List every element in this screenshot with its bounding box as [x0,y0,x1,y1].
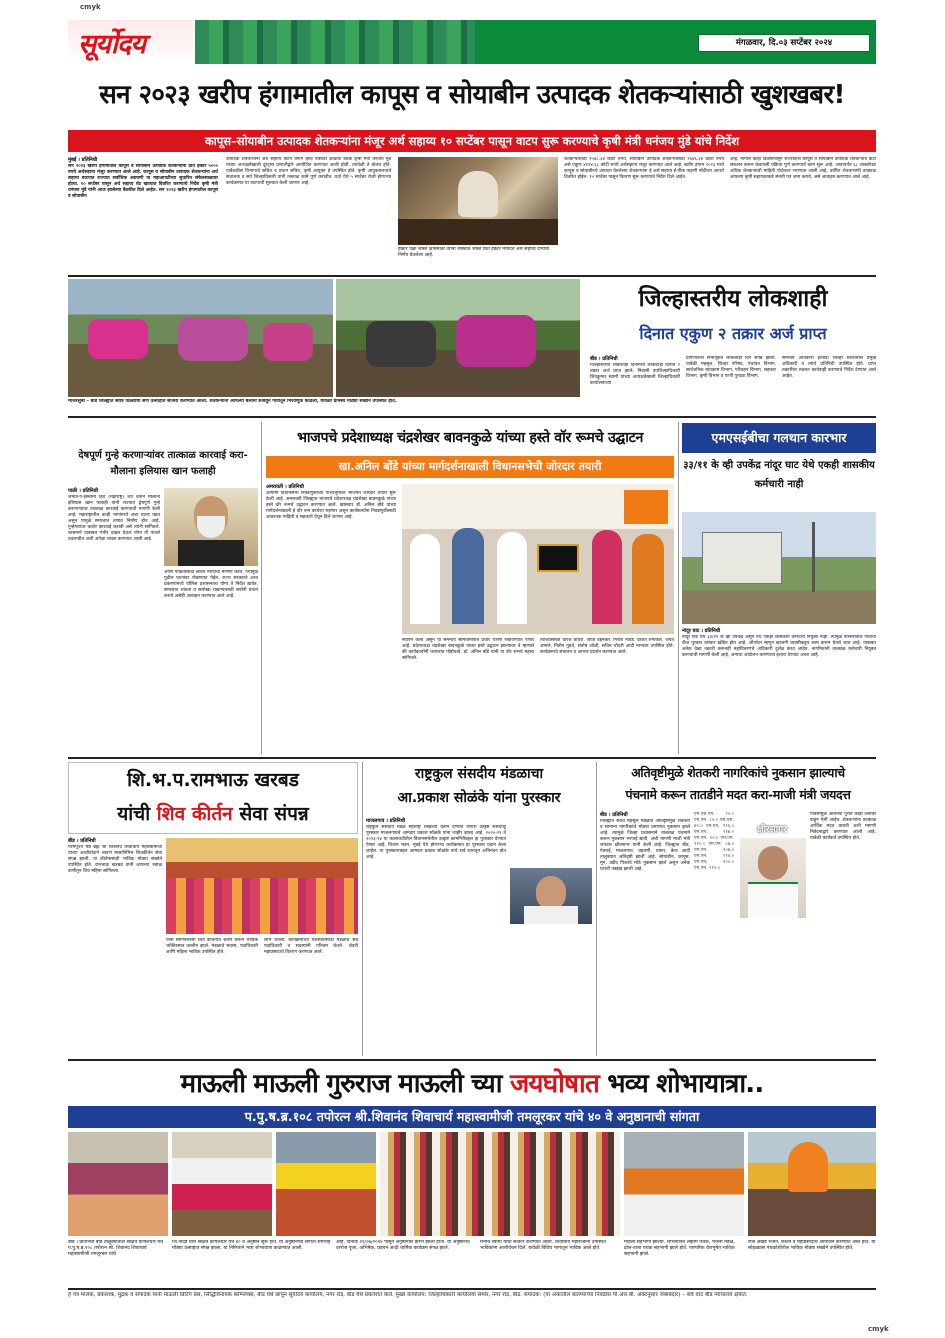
jaydatt-body: जिल्ह्यात सर्वच महसूल मंडळात अतिवृष्टीमुळे शेतकरी व सामान्य नागरिकांचे मोठ्या प्रमाणात नुकसान झाले आहे. त्यामुळे जिल्हा प्रशासनाने तात्काळ पंचनामे करून नुकसान भरपाई द्यावी, अशी मागणी माजी मंत्री जयदत्त क्षीरसागर यांनी केली आहे. जिल्ह्यात बीड, गेवराई, माजलगाव, वडवणी, धारूर, केज आदी तालुक्यात अतिवृष्टी झाली आहे. सोयाबीन, कापूस, मूग, उडीद पिकांचे मोठे नुकसान झाले असून अनेक घरांची पडझड झाली आहे. [600,819,690,872]
award-heading [366,762,592,812]
masthead [68,20,876,64]
award-byline: माजलगाव । प्रतिनिधी [366,818,406,824]
yatra-cap-2: जि.नांदेड यांचे श्रीक्षेत्र कपिलधार येथे ४० वे अनुष्ठान सुरू होते. या अनुष्ठानाचा सांगता समारोह मोठ्या उत्साहात संपन्न झाला. या निमित्ताने भव्य शोभायात्रा काढण्यात आली. [172,1240,331,1251]
award-heading-line1: राष्ट्रकुल संसदीय मंडळाचा [414,766,544,782]
deshpurna-body2: आणि पीडितांसाठी त्वरित न्यायाची मागणी करते, ज्यामुळे पुढील घटनांवर रोखण्यात येईल. राज्य सरकारने अशा प्रकरणांमध्ये पोलिस प्रशासनाला योग्य ते निर्देश द्यावेत. समाजात शांतता व सलोखा राखण्यासाठी सर्वांनी प्रयत्न करावे असेही आवाहन करण्यात आले आहे. [164,570,258,599]
cmyk-mark-top: cmyk [80,3,101,11]
masthead-logo-box [68,20,193,64]
bjp-person-4 [592,530,622,624]
award-body: राष्ट्रकुल संसदीय मंडळ महाराष्ट्र शाखेच्या वतीने देण्यात येणारा उत्कृष्ट संसदपटू पुरस्कार माजलगावचे आमदार प्रकाश सोळंके यांना जाहीर झाला आहे. २०२०-२१ ते २०२३-२४ या कालावधीतील विधानसभेतील उत्कृष्ट कामगिरीबद्दल हा पुरस्कार देण्यात येणार आहे. विधान भवन, मुंबई येथे होणाऱ्या कार्यक्रमात हा पुरस्कार प्रदान केला जाईल. या पुरस्काराबद्दल आमदार प्रकाश सोळंके यांचे सर्व स्तरातून अभिनंदन होत आहे. [366,825,506,860]
kirtan-heading-red: शिव कीर्तन [156,803,233,825]
vrule-3 [362,762,363,1056]
bjp-person-1 [410,534,440,624]
bjp-banner [624,490,668,524]
yatra-band: प.पु.ष.ब्र.१०८ तपोरत्न श्री.शिवानंद शिवाचार्य महास्वामीजी तमलूरकर यांचे ४० वे अनुष्ठानाची सांगता [68,1106,876,1128]
lead-byline: मुंबई । प्रतिनिधी [68,157,98,163]
lead-col2: उत्पादक शेतकऱ्यांना अर्थ सहाय्य वाटप वेगाने व्हावे यासाठी आढावा बैठक कृषी मंत्री धनंजय मुंडे यांच्या अध्यक्षतेखाली दूरदृष्य प्रणालीद्वारे आयोजित करण्यात आली होती. त्यावेळी ते बोलत होते. याबैठकीस विभागाचे सचिव व प्रधान सचिव, कृषी आयुक्त हे उपस्थित होते. कृषी आयुक्तालयाचे संचालक व सर्व जिल्हाधिकारी यांनी तत्काळ कामे पूर्ण करावीत. वर्धा येथे ५ सप्टेंबर रोजी होणाऱ्या कार्यक्रमात या वाटपाची सुरुवात केली जाणार आहे. [226,157,391,186]
jaydatt-face [758,846,788,880]
lokshahi-col1: जिल्हास्तरीय लोकशाही दिनामध्ये लोकशाही दिनात २ तक्रार अर्ज प्राप्त झाले. निवासी उपजिल्हाधिकारी शिवकुमार स्वामी यांच्या अध्यक्षतेखाली जिल्हाधिकारी कार्यालयाच्या [590,363,680,386]
deshpurna-body: जमात-ए-इस्लामी हिंद (महाराष्ट्र) च्या वतीने मौलाना इलियास खान फलाही यांनी राज्यात द्वेषपूर्ण गुन्हे करणाऱ्यांवर तात्काळ कारवाई करण्याची मागणी केली आहे. महाराष्ट्रातील काही भागांमध्ये अशा घटना घडत असून यामुळे समाजात तणाव निर्माण होत आहे. गुन्हेगारांवर कठोर कारवाई करावी असे त्यांनी सांगितले. शासनाने याबाबत गंभीर दखल घेऊन योग्य ती पावले उचलावीत अशी अपेक्षा व्यक्त करण्यात आली आहे. [68,495,160,542]
yatra-photo-5 [624,1132,744,1236]
lokshahi-byline: बीड । प्रतिनिधी [590,356,618,362]
lead-photo-person [458,171,498,217]
kirtan-photo [166,838,358,934]
bjp-deck: खा.अनिल बोंडे यांच्या मार्गदर्शनाखाली विधानसभेची जोरदार तयारी [266,456,674,478]
mseb-photo [682,512,876,624]
mseb-subheading: ३३/११ के व्ही उपकेंद्र नांदूर घाट येथे एकही शासकीय कर्मचारी नाही [683,460,875,490]
kirtan-heading-pre: यांची [117,803,151,825]
deshpurna-byline: पाळी । प्रतिनिधी [68,488,99,494]
kirtan-heading-line1: शि.भ.प.रामभाऊ खरबड [127,769,299,791]
rule-3 [68,757,876,759]
yatra-cap-4: मन्मथ स्वामी यांचा सत्कार करण्यात आला. शिवाचार्य महाराजांनी उपस्थित भाविकांना आशीर्वचन दिले. यावेळी विविध भागातून भाविक आले होते. [480,1240,606,1251]
kirtan-heading-box [68,762,358,834]
pola-caption: मांजरसुंबा – बीड जिल्ह्यात सर्वत्र पोळ्याचा सण उत्साहात साजरा करण्यात आला. शेतकऱ्यांनी आपल्या बैलांना सजवून गावातून मिरवणूक काढली, यावेळी ग्रामस्थ मोठ्या संख्येने उपस्थित होते. [68,399,397,404]
lead-deck: कापूस–सोयाबीन उत्पादक शेतकऱ्यांना मंजूर अर्थ सहाय्य १० सप्टेंबर पासून वाटप सुरू करण्याचे कृषी मंत्री धनंजय मुंडे यांचे निर्देश [68,130,876,152]
kirtan-audience [166,878,358,934]
rule-2 [68,416,876,418]
vrule-1 [261,422,262,754]
solanke-photo [510,868,592,924]
yatra-photo-3 [276,1132,376,1236]
pola-bull-1 [88,319,148,359]
yatra-photo-1 [68,1132,168,1236]
yatra-swamiji [788,1142,828,1192]
yatra-heading [68,1064,876,1104]
yatra-cap-3: आहे. दिनांक २१/०७/२०२४ पासून अनुष्ठानास प्रारंभ झाला होता. या अनुष्ठानात दररोज पूजा, अभिषेक, प्रवचन आदी धार्मिक कार्यक्रम संपन्न झाले. [336,1240,470,1251]
kirtan-col3: लाभ घेतला. कार्यक्रमाच्या यशस्वीतेसाठी मंडळाचे सर्व पदाधिकारी व सदस्यांनी परिश्रम घेतले. शेवटी महाप्रसादाचे वितरण करण्यात आले. [264,938,358,955]
yatra-heading-red: जयघोषात [509,1069,599,1099]
rule-4 [68,1059,876,1061]
maulana-jacket [178,540,244,566]
yatra-photo-crowd [380,1132,620,1236]
jaydatt-heading-line1: अतिवृष्टीमुळे शेतकरी नागरिकांचे नुकसान झाल्याचे [631,765,845,780]
masthead-date: मंगळवार, दि.०३ सप्टेंबर २०२४ [698,34,870,52]
kirtan-heading-line2 [69,797,357,831]
yatra-cap-5: महिला सहभागी झाल्या. शोभायात्रेत लेझीम पथक, भजनी मंडळ, ढोल-ताशा पथक सहभागी झाले होते. पारंपरिक वेशभूषेत भाविक सहभागी झाले. [624,1240,735,1257]
kirtan-col1: परमपूज्य षष्ठ ब्रह्म श्री शिवानंद शिवाचार्य महास्वामीजी यांच्या आशीर्वादाने श्रावण मासानिमित्त शिवकीर्तन सेवा संपन्न झाली. या कीर्तनासाठी भाविक मोठ्या संख्येने उपस्थित होते. रामभाऊ खरबड यांनी आपल्या रसाळ वाणीतून शिव महिमा सांगितला. [68,845,162,874]
deshpurna-heading: देषपूर्ण गुन्हे करणाऱ्यांवर तात्काळ कारवाई करा- मौलाना इलियास खान फलाही [68,448,258,482]
lead-photo-desk [398,219,558,245]
kirtan-heading-post: सेवा संपन्न [239,803,309,825]
jaydatt-ticker: एम.एस.एम. ९०.० एम.एम. ८५.० एस.एस. ७९.० एम.एम. ११६.० एम.एम. ११७.० एम.एम. ९०.० एम.एम. ११०.० एम.एम. ८७.० एम.एम. १०७.० एम.एम. ११४.० एम.एम. १००.० एम.एम. ११९.० [694,812,734,871]
cmyk-mark-bottom: cmyk [868,1325,889,1333]
masthead-logo: सूर्योदय [78,29,145,60]
bjp-person-5 [632,534,664,624]
mseb-heading: एमएसईबीचा गलथान कारभार [682,423,876,453]
mseb-building [702,532,782,584]
lead-meeting-photo [398,157,558,245]
kirtan-col2: यांनी सांगितलेल्या शिव कीर्तनाचे श्रवण करून भाविक भक्तिरसात तल्लीन झाले. मंडळाचे सदस्य, पदाधिकारी आणि महिला भाविक उपस्थित होते. [166,938,258,955]
bjp-person-3 [497,532,527,624]
jaydatt-heading [600,762,876,806]
jaydatt-body2: पावसामुळे आलेल्या पुरात काही जनावरे वाहून गेली आहेत. शेतकऱ्यांना तात्काळ आर्थिक मदत करावी अशी मागणी निवेदनाद्वारे करण्यात आली आहे. यावेळी कार्यकर्ते उपस्थित होते. [810,812,876,841]
jaydatt-photo [740,838,806,918]
pola-bull-4 [366,321,436,367]
masthead-banner [195,20,475,64]
vrule-2 [678,422,679,754]
lokshahi-heading: जिल्हास्तरीय लोकशाही [638,286,828,312]
mseb-byline: नांदूर घाट । प्रतिनिधी [682,628,721,634]
lokshahi-col3: समन्वय अधिकारी इत्यादी जिल्हा स्तरावरील प्रमुख अधिकारी व त्यांचे प्रतिनिधी उपस्थित होते. प्राप्त तक्रारींवर लवकर कार्यवाही करण्याचे निर्देश देण्यात आले आहेत. [782,356,876,379]
bjp-heading: भाजपचे प्रदेशाध्यक्ष चंद्रशेखर बावनकुळे यांच्या हस्ते वॉर रूमचे उद्घाटन [296,430,644,446]
bjp-photo [402,484,674,634]
yatra-cap-1: बीड । प्रतिनिधी बीड तालुक्यातील श्रीक्षेत्र कपिलधार येथे प.पु.ष.ब्र.१०८ तपोरत्न श्री. शिवानंद शिवाचार्य महास्वामीजी तमलूरकर यांचे [68,1240,164,1257]
vrule-4 [596,762,597,1056]
pola-bull-5 [456,315,536,367]
solanke-shirt [524,906,578,924]
jaydatt-heading-line2: पंचनामे करून तातडीने मदत करा-माजी मंत्री जयदत्त [625,787,851,802]
pola-bull-2 [178,317,248,361]
lokshahi-subheading: दिनात एकुण २ तक्रार अर्ज प्राप्त [639,324,827,343]
maulana-photo [164,488,258,566]
rule-1 [68,275,876,277]
lokshahi-col2: प्रागंणातील सभागृहात लोकशाही दिन संपन्न झाला. यावेळी महसूल, जिल्हा परिषद, पंचायत विभाग, सार्वजनिक बांधकाम विभाग, परिवहन विभाग, सहकार विभाग, कृषी विभाग व पाणी पुरवठा विभाग, [686,356,776,379]
mseb-pole [812,522,815,592]
award-heading-line2: आ.प्रकाश सोळंके यांना पुरस्कार [397,790,561,806]
rule-5 [68,1288,876,1290]
bjp-col3: त्यांच्यासोबत धीरज चौधरी, जयंत डेहनकर, गिरीश नावडे, प्रशांत शेगोकार, जयंत आमले, नितीन गुडधे, संतोष जोशी, सचिन चौधरी आदी मान्यवर उपस्थित होते. कार्यक्रमाचे संचालन व आभार प्रदर्शन करण्यात आले. [540,638,674,655]
lead-photo-caption: हेक्टर पेक्षा जास्त क्षेत्रासाठी त्यांना जास्तीत जास्त प्रति हेक्टर मर्यादेत अर्थ सहाय्य देण्याचे निर्णय घेतलेला आहे. [398,247,550,258]
pola-photo-left [68,279,333,397]
yatra-cap-6: रात्री अखंड भजन, कीर्तन व महाप्रसादाचे आयोजन करण्यात आले होते. या सोहळ्यास पंचक्रोशीतील भाविक मोठ्या संख्येने उपस्थित होते. [748,1240,876,1251]
jaydatt-byline: बीड । प्रतिनिधी [600,812,628,818]
imprint: हे पत्र मालक, प्रकाशक, मुद्रक व संपादक यांनी माऊली प्रिंटिंग प्रेस, सिद्धिविनायक कॉम्प्लेक्स, बीड येथे छापून सूर्योदय कार्यालय, नगर रोड, बीड येथे प्रकाशित केले. मुख्य कार्यालय: जिल्हाधिकारी कार्यालया समोर, नगर रोड, बीड. संपादक: (या अंकातील बातम्यांच्या निवडीस पी.आर.बी. ॲक्टनुसार जबाबदार) – सर्व वाद बीड न्यायालय क्षेत्रात. [68,1292,748,1298]
bjp-byline: अमरावती । प्रतिनिधी [266,484,304,490]
solanke-face [536,876,566,910]
bjp-person-2 [452,528,484,624]
pola-photo-right [336,279,580,397]
lead-col3: शेतकऱ्यांसाठी १५४८.३४ कोटी रुपये, सोयाबीन उत्पादक शेतकऱ्यांसाठी २६४६.३४ कोटी रुपये असे एकूण ४१९४.६८ कोटी रुपये अर्थसहाय्य मंजूर करण्यात आले आहे. खरीप हंगाम २०२३ मध्ये कापूस व सोयाबीनचे उत्पादन घेतलेल्या शेतकऱ्यांना हे अर्थ सहाय्य ई-पीक पाहणी नोंदीच्या आधारे वितरित होईल. १० सप्टेंबर पासून वितरण सुरू करण्याचे निर्देश दिले आहेत. [564,157,724,180]
mseb-body: नांदूर घाट येथे ३३/११ के व्ही उपकेंद्र असून तेथे एकही शासकीय कर्मचारी नियुक्त नाही. त्यामुळे परिसरातील गावांचा वीज पुरवठा वारंवार खंडित होत आहे. ऑपरेटर म्हणून खाजगी व्यक्तीकडून काम करून घेतले जात आहे. याबाबत अनेक वेळा तक्रारी करूनही महावितरणचे अधिकारी दुर्लक्ष करत आहेत. नागरिकांनी तात्काळ कर्मचारी नियुक्त करण्याची मागणी केली आहे, अन्यथा आंदोलन करण्याचा इशारा देण्यात आला आहे. [682,635,876,658]
maulana-beard [197,516,225,538]
jaydatt-shirt [748,882,798,918]
yatra-heading-post: भव्य शोभायात्रा.. [607,1069,764,1099]
lead-col4: आहे. मागील काही दिवसांपासून राज्यातील कापूस व सोयाबीन उत्पादक शेतकऱ्यांचे डाटा संकलन करून केवायसी प्रक्रिया पूर्ण करण्याचे काम सुरू आहे. आतापर्यंत ६८ लाखांपेक्षा अधिक शेतकऱ्यांची माहिती पोर्टलवर भरण्यात आली आहे. उर्वरित शेतकऱ्यांनी तात्काळ आपल्या कृषी सहायकाकडे संमती पत्र जमा करावे, असे आवाहन करण्यात आले आहे. [730,157,876,180]
lead-col1: सन २०२३ खरीप हंगामातील कापूस व सोयाबीन उत्पादक शेतकऱ्यांना प्रति हेक्टर ५००० रुपये अर्थसहाय्य मंजूर करण्यात आले आहे. कापूस व सोयाबीन उत्पादक शेतकऱ्यांना अर्थ सहाय्य वाटपात राज्यात सर्वाधिक अडचणी या महाआयटीच्या सुधारित संकेतस्थळावर होत्या. १० सप्टेंबर पासून अर्थ सहाय्य थेट खात्यात वितरित करण्याचे निर्देश कृषी मंत्री धनंजय मुंडे यांनी आज झालेल्या बैठकीत दिले आहेत. सन २०२३ खरीप हंगामातील कापूस व सोयाबीन [68,164,218,199]
kirtan-byline: बीड । प्रतिनिधी [68,838,96,844]
bjp-frame [537,544,579,572]
bjp-col1: आगामी विधानसभा निवडणुकीच्या पार्श्वभूमीवर भाजपने जोरदार तयारी सुरू केली आहे. अमरावती जिल्ह्यात भाजपचे प्रदेशाध्यक्ष चंद्रशेखर बावनकुळे यांच्या हस्ते वॉर रूमचे उद्घाटन करण्यात आले. खासदार डॉ. अनिल बोंडे यांच्या मार्गदर्शनाखाली हे वॉर रूम कार्यरत राहणार असून कार्यकर्त्यांना निवडणुकीसाठी आवश्यक माहिती व सहकार्य येथून दिले जाणार आहे. [266,491,396,520]
yatra-photo-6 [748,1132,876,1236]
jaydatt-col-mid [740,922,806,1055]
lead-headline: सन २०२३ खरीप हंगामातील कापूस व सोयाबीन उत्पादक शेतकऱ्यांसाठी खुशखबर! [99,80,845,110]
pola-bull-3 [263,323,313,361]
bjp-col2: स्थापन केली असून या समन्वय समितीमार्फत प्रचार यंत्रणा राबविण्यात येणार आहे. प्रदेशाध्यक्ष चंद्रशेखर बावनकुळे यांच्या हस्ते उद्घाटन झाल्यावर ते म्हणाले की कार्यकर्त्यांनी घराघरात पोहोचावे. डॉ. अनिल बोंडे यांनी या वॉर रूमचे महत्त्व सांगितले. [402,638,534,661]
yatra-photo-2 [172,1132,272,1236]
jaydatt-overlay: क्षीरसागर [757,825,787,835]
yatra-heading-pre: माऊली माऊली गुरुराज माऊली च्या [180,1069,502,1099]
